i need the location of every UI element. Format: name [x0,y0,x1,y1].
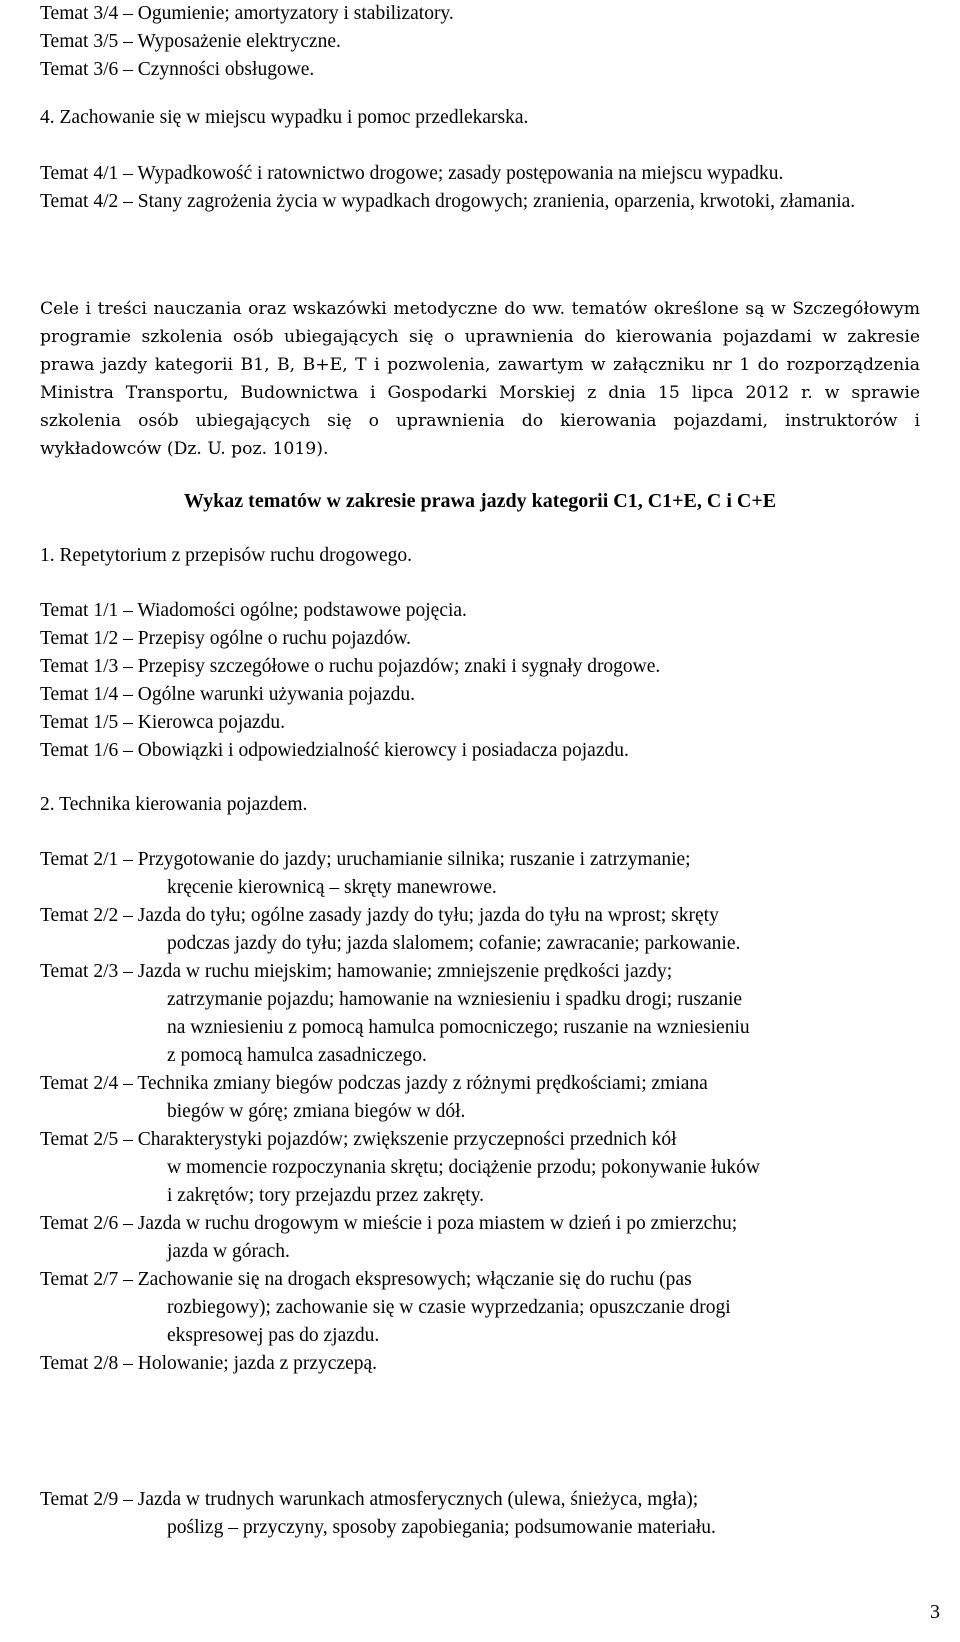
topic-text: Wypadkowość i ratownictwo drogowe; zasady postępowania na miejscu wypadku. [137,163,784,184]
topic-4-2 [40,188,860,216]
section-2-title: 2. Technika kierowania pojazdem. [40,794,308,815]
topic-3-5: Temat 3/5 – Wyposażenie elektryczne. [40,31,341,52]
topic-line: ekspresowej pas do zjazdu. [167,1325,380,1346]
topic-1-1: Temat 1/1 – Wiadomości ogólne; podstawowe pojęcia. [40,600,467,621]
topic-line: Jazda w ruchu miejskim; hamowanie; zmniejszenie prędkości jazdy; [137,961,673,982]
topic-code: Temat 2/1 – [40,849,138,870]
topic-2-5 [40,1126,920,1210]
topic-2-1 [40,846,920,902]
topic-2-2 [40,902,920,958]
topic-line: Charakterystyki pojazdów; zwiększenie przyczepności przednich kół [137,1129,677,1150]
topic-2-7 [40,1266,920,1350]
topic-line: z pomocą hamulca zasadniczego. [167,1045,427,1066]
topic-2-6 [40,1210,920,1266]
topic-line: Zachowanie się na drogach ekspresowych; włączanie się do ruchu (pas [137,1269,692,1290]
section-2-topic-9 [40,1486,920,1542]
topic-line: poślizg – przyczyny, sposoby zapobiegania; podsumowanie materiału. [167,1517,716,1538]
topic-line: w momencie rozpoczynania skrętu; dociążenie przodu; pokonywanie łuków [167,1157,760,1178]
section-4 [40,104,920,132]
top-topics [40,0,920,84]
topic-2-4 [40,1070,920,1126]
topic-line: Jazda do tyłu; ogólne zasady jazdy do tyłu; jazda do tyłu na wprost; skręty [137,905,719,926]
topic-code: Temat 4/2 – [40,191,138,212]
topic-code: Temat 2/3 – [40,961,138,982]
page-number: 3 [930,1601,940,1623]
topic-1-6: Temat 1/6 – Obowiązki i odpowiedzialność kierowcy i posiadacza pojazdu. [40,740,629,761]
topic-1-3: Temat 1/3 – Przepisy szczegółowe o ruchu pojazdów; znaki i sygnały drogowe. [40,656,661,677]
section-1 [40,542,920,570]
topic-line: Przygotowanie do jazdy; uruchamianie silnika; ruszanie i zatrzymanie; [137,849,691,870]
topic-code: Temat 2/5 – [40,1129,138,1150]
topic-line: podczas jazdy do tyłu; jazda slalomem; cofanie; zawracanie; parkowanie. [167,933,741,954]
topic-code: Temat 2/6 – [40,1213,138,1234]
topic-1-4: Temat 1/4 – Ogólne warunki używania pojazdu. [40,684,415,705]
topic-line: Technika zmiany biegów podczas jazdy z różnymi prędkościami; zmiana [137,1073,708,1094]
topic-2-9 [40,1486,920,1542]
topic-line: kręcenie kierownicą – skręty manewrowe. [167,877,497,898]
section-2-topics [40,846,920,1378]
topic-line: rozbiegowy); zachowanie się w czasie wyprzedzania; opuszczanie drogi [167,1297,731,1318]
topic-code: Temat 2/8 – [40,1353,138,1374]
topic-text: Stany zagrożenia życia w wypadkach drogowych; zranienia, oparzenia, krwotoki, złamania. [137,191,856,212]
topic-3-4: Temat 3/4 – Ogumienie; amortyzatory i stabilizatory. [40,3,454,24]
topic-line: Holowanie; jazda z przyczepą. [137,1353,378,1374]
topic-2-3 [40,958,920,1070]
section-4-topics [40,160,860,216]
topic-3-6: Temat 3/6 – Czynności obsługowe. [40,59,315,80]
topic-line: Jazda w ruchu drogowym w mieście i poza miastem w dzień i po zmierzchu; [137,1213,738,1234]
topic-line: Jazda w trudnych warunkach atmosferycznych (ulewa, śnieżyca, mgła); [137,1489,699,1510]
intro-paragraph: Cele i treści nauczania oraz wskazówki metodyczne do ww. tematów określone są w Szczegółowym programie szkolenia osób ubiegających się o uprawnienia do kierowania pojazdami w zakresie prawa jazdy kategorii B1, B, B+E, T i pozwolenia, zawartym w załączniku nr 1 do rozporządzenia Ministra Transportu, Budownictwa i Gospodarki Morskiej z dnia 15 lipca 2012 r. w sprawie szkolenia osób ubiegających się o uprawnienia do kierowania pojazdami, instruktorów i wykładowców (Dz. U. poz. 1019). [40,299,920,459]
section-2 [40,791,920,819]
topic-2-8 [40,1350,920,1378]
section-4-title: 4. Zachowanie się w miejscu wypadku i pomoc przedlekarska. [40,107,529,128]
topic-line: zatrzymanie pojazdu; hamowanie na wzniesieniu i spadku drogi; ruszanie [167,989,743,1010]
topic-line: na wzniesieniu z pomocą hamulca pomocniczego; ruszanie na wzniesieniu [167,1017,750,1038]
topic-code: Temat 2/2 – [40,905,138,926]
topic-1-5: Temat 1/5 – Kierowca pojazdu. [40,712,286,733]
topic-code: Temat 2/4 – [40,1073,138,1094]
topic-line: biegów w górę; zmiana biegów w dół. [167,1101,466,1122]
topic-4-1 [40,160,860,188]
topic-code: Temat 4/1 – [40,163,138,184]
topic-line: i zakrętów; tory przejazdu przez zakręty. [167,1185,485,1206]
section-1-title: 1. Repetytorium z przepisów ruchu drogowego. [40,545,413,566]
topic-code: Temat 2/7 – [40,1269,138,1290]
topic-code: Temat 2/9 – [40,1489,138,1510]
topic-line: jazda w górach. [167,1241,290,1262]
topic-1-2: Temat 1/2 – Przepisy ogólne o ruchu pojazdów. [40,628,412,649]
section-1-topics [40,597,920,765]
list-heading: Wykaz tematów w zakresie prawa jazdy kategorii C1, C1+E, C i C+E [183,490,777,512]
